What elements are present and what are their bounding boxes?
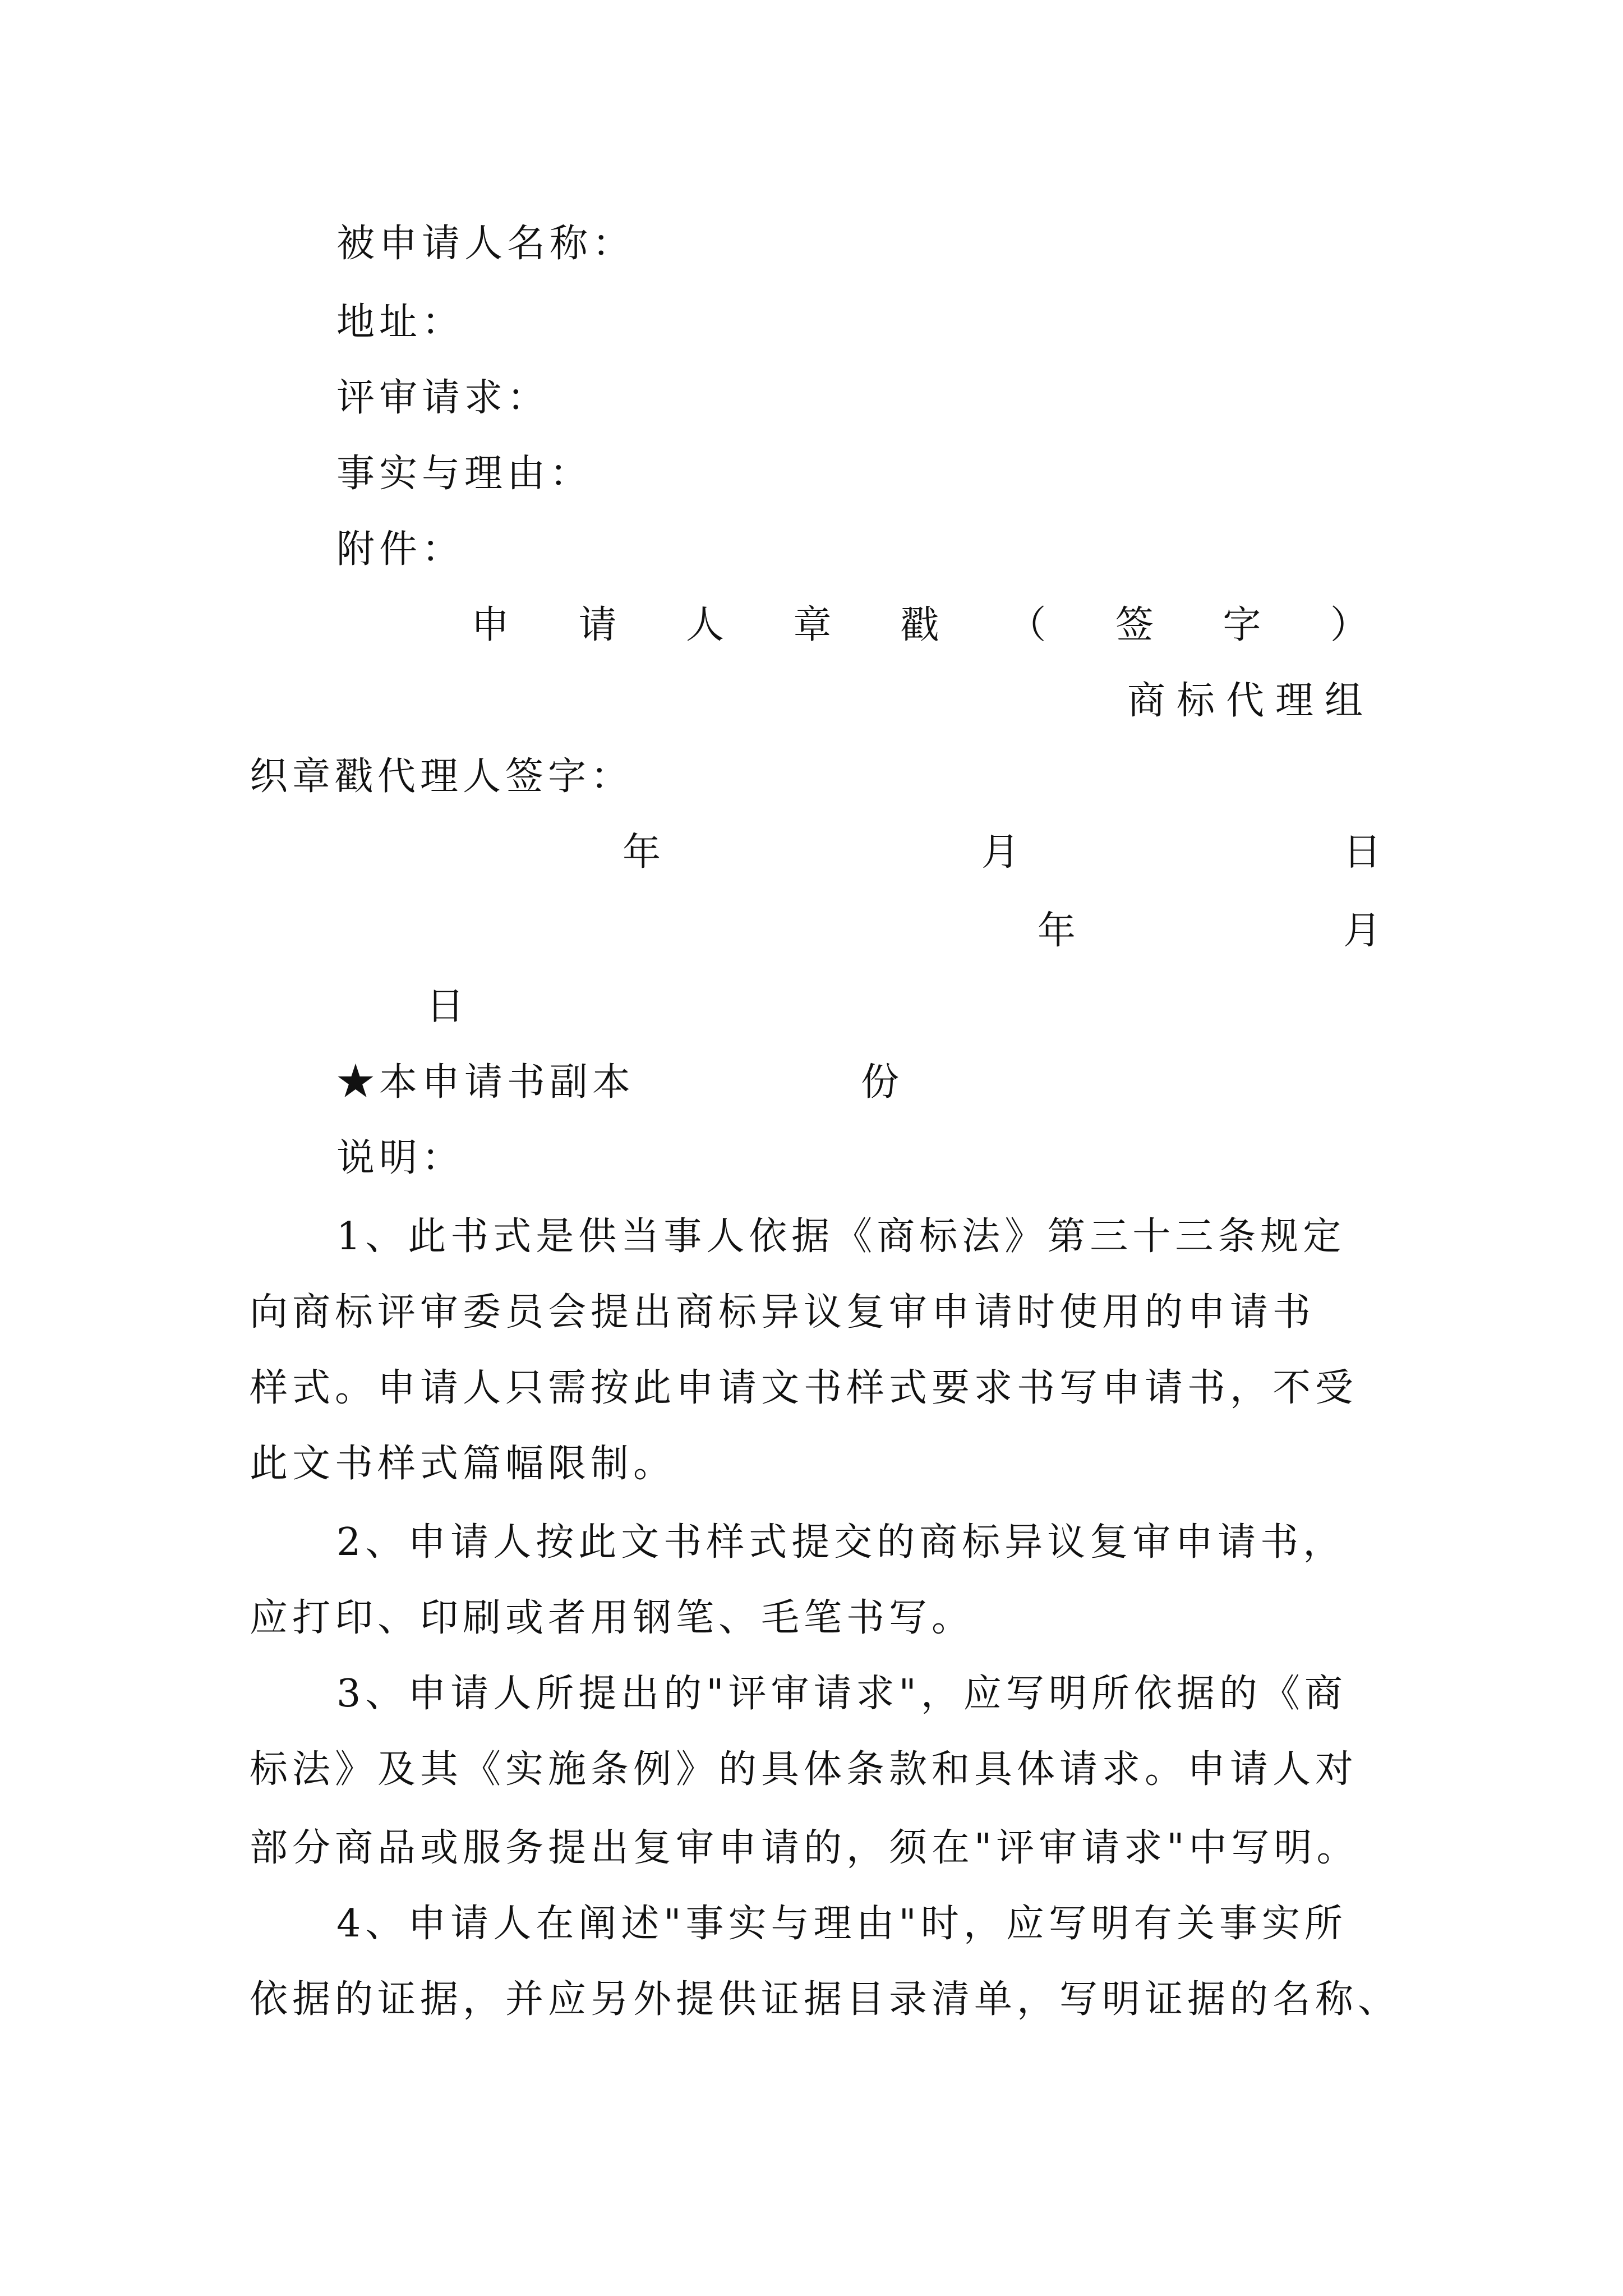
note-line: 依据的证据，并应另外提供证据目录清单，写明证据的名称、	[250, 1977, 1401, 2022]
notes-heading: 说明：	[336, 1136, 465, 1180]
seal-char: 章	[793, 603, 832, 647]
note-line: 此文书样式篇幅限制。	[250, 1442, 676, 1486]
facts-reasons-label: 事实与理由：	[336, 452, 593, 496]
agency-seal-line-2: 织章戳代理人签字：	[250, 754, 634, 799]
note-line: 应打印、印刷或者用钢笔、毛笔书写。	[250, 1596, 975, 1640]
date-year-2: 年	[1038, 909, 1081, 953]
seal-char: 签	[1115, 603, 1154, 647]
date-month-1: 月	[981, 830, 1025, 875]
seal-char: 申	[471, 603, 510, 647]
date-day-2: 日	[426, 984, 469, 1029]
copies-label: ★本申请书副本	[336, 1060, 635, 1105]
seal-char: 戳	[900, 603, 939, 647]
seal-char: 请	[578, 603, 617, 647]
note-line: 4、申请人在阐述"事实与理由"时，应写明有关事实所	[336, 1902, 1347, 1946]
note-line: 向商标评审委员会提出商标异议复审申请时使用的申请书	[250, 1290, 1316, 1335]
seal-char: （	[1008, 603, 1046, 647]
note-line: 标法》及其《实施条例》的具体条款和具体请求。申请人对	[250, 1747, 1358, 1792]
note-line: 3、申请人所提出的"评审请求"，应写明所依据的《商	[336, 1672, 1347, 1716]
seal-char: ）	[1330, 603, 1368, 647]
note-line: 2、申请人按此文书样式提交的商标异议复审申请书，	[336, 1520, 1346, 1565]
applicant-seal-line	[471, 597, 1368, 654]
address-label: 地址：	[336, 300, 465, 344]
agency-seal-line-1: 商标代理组	[1127, 679, 1375, 723]
seal-char: 人	[685, 603, 724, 647]
note-line: 1、此书式是供当事人依据《商标法》第三十三条规定	[336, 1214, 1346, 1259]
review-request-label: 评审请求：	[336, 376, 550, 420]
respondent-name-label: 被申请人名称：	[336, 222, 635, 266]
seal-char: 字	[1223, 603, 1261, 647]
copies-unit: 份	[861, 1060, 904, 1105]
date-month-2: 月	[1343, 909, 1386, 953]
date-day-1: 日	[1343, 830, 1386, 875]
note-line: 部分商品或服务提出复审申请的，须在"评审请求"中写明。	[250, 1826, 1359, 1870]
note-line: 样式。申请人只需按此申请文书样式要求书写申请书，不受	[250, 1366, 1358, 1410]
attachments-label: 附件：	[336, 527, 465, 572]
date-year-1: 年	[623, 830, 666, 875]
